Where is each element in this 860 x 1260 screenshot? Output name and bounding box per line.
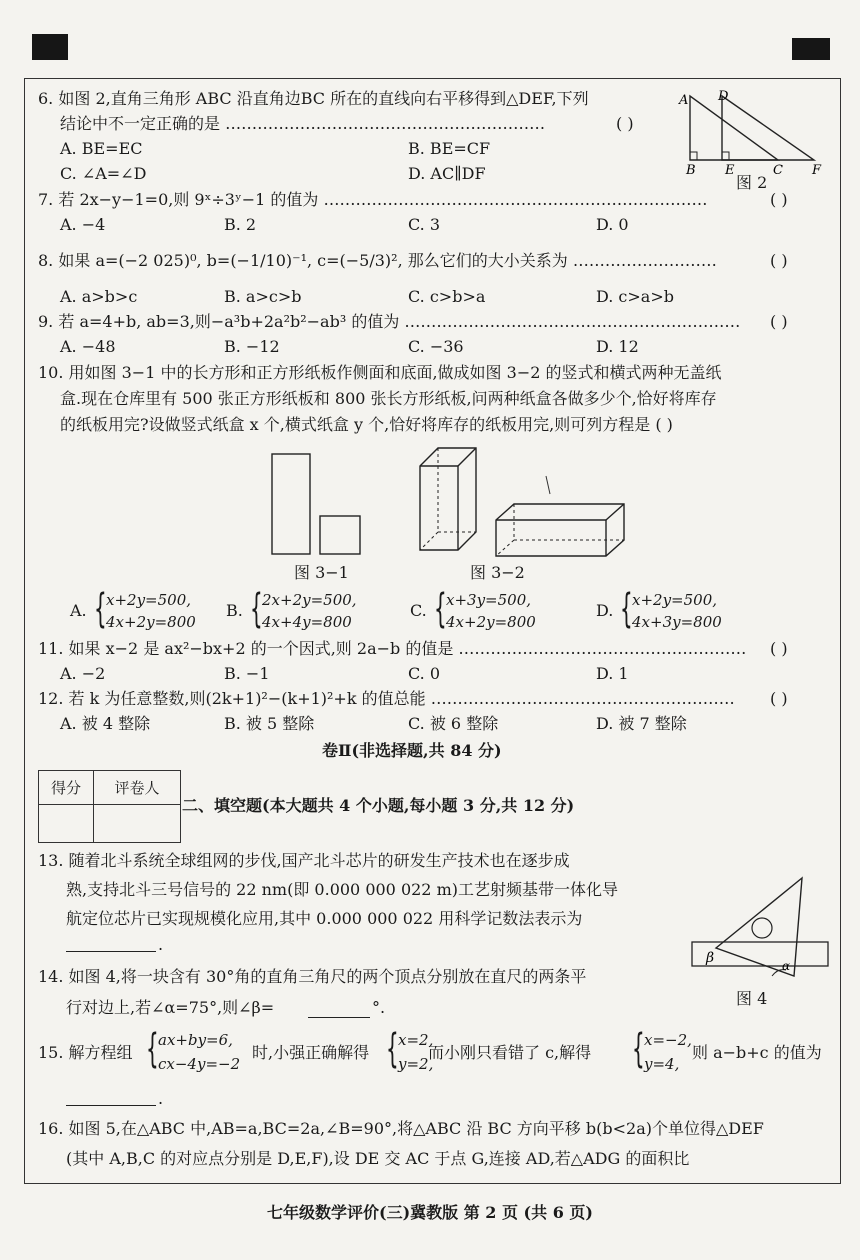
fig2-label-f: F <box>812 163 822 178</box>
fig2-label-a: A <box>679 93 689 108</box>
q10-option-a-system: { x+2y=500, 4x+2y=800 <box>94 586 196 632</box>
q12-option-a: A. 被 4 整除 <box>60 714 151 733</box>
score-cell[interactable] <box>39 805 94 843</box>
q10-a-eq2: 4x+2y=800 <box>106 613 196 631</box>
q14-answer-blank[interactable] <box>308 1016 370 1018</box>
q10-d-eq2: 4x+3y=800 <box>632 613 722 631</box>
q10-option-a-label: A. <box>70 601 87 620</box>
q11-option-c: C. 0 <box>408 664 441 683</box>
q10-option-b-label: B. <box>226 601 243 620</box>
q7-answer-paren: ( ) <box>770 190 788 209</box>
q8-option-d: D. c>a>b <box>596 287 674 306</box>
grader-cell[interactable] <box>94 805 181 843</box>
q15-sol1-eq1: x=2, <box>398 1031 434 1049</box>
score-table-header-grader: 评卷人 <box>94 771 181 805</box>
q11-option-b: B. −1 <box>224 664 270 683</box>
q6-option-d: D. AC∥DF <box>408 164 486 183</box>
q10-c-eq2: 4x+2y=800 <box>446 613 536 631</box>
q15-line2-end: . <box>158 1089 164 1108</box>
q6-option-a: A. BE=EC <box>60 139 143 158</box>
fig2-label-c: C <box>773 163 783 178</box>
q16-line2: (其中 A,B,C 的对应点分别是 D,E,F),设 DE 交 AC 于点 G,连接 AD,若△ADG 的面积比 <box>66 1149 690 1168</box>
q10-a-eq1: x+2y=500, <box>106 591 192 609</box>
q13-answer-blank[interactable] <box>66 950 156 952</box>
q11-option-d: D. 1 <box>596 664 629 683</box>
q10-d-eq1: x+2y=500, <box>632 591 718 609</box>
q7-stem: 7. 若 2x−y−1=0,则 9ˣ÷3ʸ−1 的值为 ……………………………………………………………… <box>38 190 708 209</box>
figure-3-1-caption: 图 3−1 <box>294 563 349 582</box>
q9-stem: 9. 若 a=4+b, ab=3,则−a³b+2a²b²−ab³ 的值为 ……………………………………………………… <box>38 312 741 331</box>
figure-4-caption: 图 4 <box>736 989 768 1008</box>
q15-sys-eq2: cx−4y=−2 <box>158 1055 241 1073</box>
q9-option-c: C. −36 <box>408 337 464 356</box>
q14-line2-a: 行对边上,若∠α=75°,则∠β= <box>66 998 275 1017</box>
q11-option-a: A. −2 <box>60 664 106 683</box>
corner-mark-left <box>32 34 68 60</box>
q13-line2: 熟,支持北斗三号信号的 22 nm(即 0.000 000 022 m)工艺射频基带一体化导 <box>66 880 618 899</box>
q14-line2-b: °. <box>372 998 386 1017</box>
q13-line4-end: . <box>158 935 164 954</box>
q15-mid2: 而小刚只看错了 c,解得 <box>428 1043 592 1062</box>
q9-option-a: A. −48 <box>60 337 116 356</box>
q12-option-b: B. 被 5 整除 <box>224 714 315 733</box>
q9-answer-paren: ( ) <box>770 312 788 331</box>
fig2-label-d: D <box>718 89 729 104</box>
q9-option-d: D. 12 <box>596 337 639 356</box>
fig4-beta-label: β <box>706 950 715 966</box>
q10-b-eq2: 4x+4y=800 <box>262 613 352 631</box>
q15-sol1-eq2: y=2, <box>398 1055 434 1073</box>
figure-3-2-boxes <box>410 440 640 560</box>
q6-stem-line2: 结论中不一定正确的是 …………………………………………………… <box>60 114 546 133</box>
q12-answer-paren: ( ) <box>770 689 788 708</box>
q7-option-d: D. 0 <box>596 215 629 234</box>
fig4-alpha-label: α <box>782 959 791 973</box>
q8-option-a: A. a>b>c <box>60 287 138 306</box>
q15-system: { ax+by=6, cx−4y=−2 <box>146 1026 241 1073</box>
page-footer: 七年级数学评价(三)冀教版 第 2 页 (共 6 页) <box>267 1203 593 1222</box>
score-table <box>38 770 181 843</box>
q15-answer-blank[interactable] <box>66 1104 156 1106</box>
q9-option-b: B. −12 <box>224 337 280 356</box>
q15-sol2-eq2: y=4, <box>644 1055 680 1073</box>
q11-answer-paren: ( ) <box>770 639 788 658</box>
q15-prefix: 15. 解方程组 <box>38 1043 133 1062</box>
q10-b-eq1: 2x+2y=500, <box>262 591 357 609</box>
q15-mid1: 时,小强正确解得 <box>252 1043 370 1062</box>
q15-solution1: { x=2, y=2, <box>386 1026 434 1073</box>
q6-option-c: C. ∠A=∠D <box>60 164 147 183</box>
q14-line1: 14. 如图 4,将一块含有 30°角的直角三角尺的两个顶点分别放在直尺的两条平 <box>38 967 587 986</box>
q8-option-b: B. a>c>b <box>224 287 302 306</box>
figure-3-1-boards <box>264 448 374 558</box>
figure-4-ruler-triangle <box>690 872 832 982</box>
fig2-label-e: E <box>725 163 735 178</box>
q13-line3: 航定位芯片已实现规模化应用,其中 0.000 000 022 用科学记数法表示为 <box>66 909 583 928</box>
q10-c-eq1: x+3y=500, <box>446 591 532 609</box>
q15-suffix: 则 a−b+c 的值为 <box>692 1043 822 1062</box>
part2-title: 卷Ⅱ(非选择题,共 84 分) <box>322 741 502 760</box>
section2-title: 二、填空题(本大题共 4 个小题,每小题 3 分,共 12 分) <box>182 796 575 815</box>
q16-line1: 16. 如图 5,在△ABC 中,AB=a,BC=2a,∠B=90°,将△ABC 沿 BC 方向平移 b(b<2a)个单位得△DEF <box>38 1119 764 1138</box>
q7-option-b: B. 2 <box>224 215 257 234</box>
score-table-header-score: 得分 <box>39 771 94 805</box>
q15-sol2-eq1: x=−2, <box>644 1031 692 1049</box>
q10-option-d-system: { x+2y=500, 4x+3y=800 <box>620 586 722 632</box>
q6-answer-paren: ( ) <box>616 114 634 133</box>
q12-option-d: D. 被 7 整除 <box>596 714 687 733</box>
q10-option-b-system: { 2x+2y=500, 4x+4y=800 <box>250 586 357 632</box>
q10-line3: 的纸板用完?设做竖式纸盒 x 个,横式纸盒 y 个,恰好将库存的纸板用完,则可列方程是 ( ) <box>60 415 673 434</box>
q12-stem: 12. 若 k 为任意整数,则(2k+1)²−(k+1)²+k 的值总能 ………………………………………………… <box>38 689 735 708</box>
q12-option-c: C. 被 6 整除 <box>408 714 499 733</box>
q10-option-c-label: C. <box>410 601 427 620</box>
q7-option-a: A. −4 <box>60 215 106 234</box>
q7-option-c: C. 3 <box>408 215 441 234</box>
q8-stem: 8. 如果 a=(−2 025)⁰, b=(−1/10)⁻¹, c=(−5/3)², 那么它们的大小关系为 ……………………… <box>38 251 717 270</box>
figure-3-2-caption: 图 3−2 <box>470 563 525 582</box>
q10-option-d-label: D. <box>596 601 614 620</box>
q11-stem: 11. 如果 x−2 是 ax²−bx+2 的一个因式,则 2a−b 的值是 ……………………………………………… <box>38 639 747 658</box>
q6-option-b: B. BE=CF <box>408 139 491 158</box>
q15-solution2: { x=−2, y=4, <box>632 1026 692 1073</box>
q15-sys-eq1: ax+by=6, <box>158 1031 233 1049</box>
fig2-label-b: B <box>686 163 696 178</box>
q10-line1: 10. 用如图 3−1 中的长方形和正方形纸板作侧面和底面,做成如图 3−2 的竖式和横式两种无盖纸 <box>38 363 722 382</box>
q13-line1: 13. 随着北斗系统全球组网的步伐,国产北斗芯片的研发生产技术也在逐步成 <box>38 851 570 870</box>
q10-option-c-system: { x+3y=500, 4x+2y=800 <box>434 586 536 632</box>
figure-2-caption: 图 2 <box>736 173 768 192</box>
q8-option-c: C. c>b>a <box>408 287 486 306</box>
q6-stem-line1: 6. 如图 2,直角三角形 ABC 沿直角边BC 所在的直线向右平移得到△DEF,下列 <box>38 89 589 108</box>
q10-line2: 盒.现在仓库里有 500 张正方形纸板和 800 张长方形纸板,问两种纸盒各做多少个,恰好将库存 <box>60 389 717 408</box>
corner-mark-right <box>792 38 830 60</box>
q8-answer-paren: ( ) <box>770 251 788 270</box>
